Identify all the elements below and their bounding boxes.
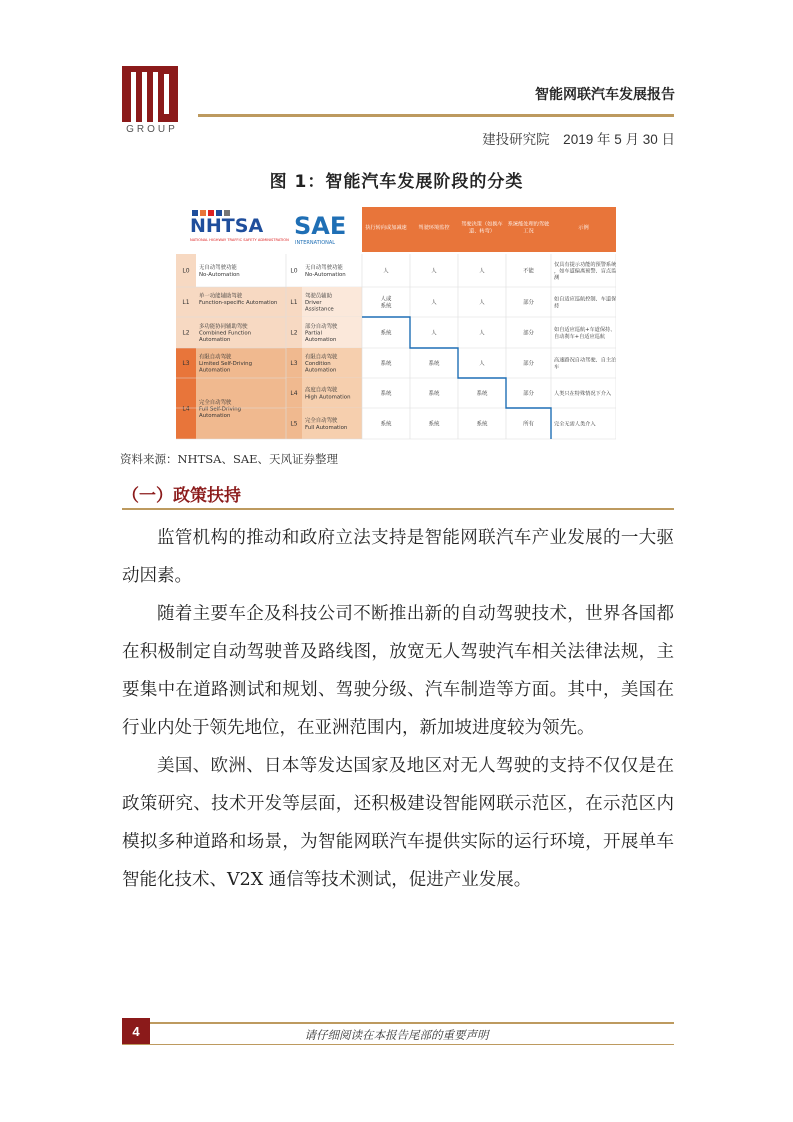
sae-level-text: 无自动驾驶功能 — [305, 265, 343, 272]
sae-level-text: High Automation — [305, 394, 351, 401]
level-cell: 人 — [479, 330, 485, 337]
level-cell: 部分 — [523, 300, 534, 306]
nhtsa-level-code: L1 — [182, 299, 190, 306]
nhtsa-level-text: Limited Self-Driving — [199, 361, 252, 367]
sae-level-text: 有限自动驾驶 — [305, 354, 338, 361]
sae-logo-text: SAE — [294, 212, 347, 240]
column-header: 驾驶决策（如换车 — [461, 221, 503, 228]
figure-title: 图 1：智能汽车发展阶段的分类 — [269, 172, 524, 192]
column-header: 系统能处理的驾驶 — [507, 221, 550, 228]
header-org-date: 建投研究院 2019 年 5 月 30 日 — [482, 132, 675, 147]
nhtsa-level-text: 单一功能辅助驾驶 — [199, 293, 243, 300]
sae-level-text: Automation — [305, 337, 337, 344]
nhtsa-level-code: L0 — [182, 267, 190, 275]
paragraph-1: 监管机构的推动和政府立法支持是智能网联汽车产业发展的一大驱动因素。 — [122, 528, 674, 586]
level-cell: 人或 — [380, 296, 392, 303]
level-example: ，如车道偏离预警、盲点监 — [554, 268, 616, 275]
sae-level-text: Driver — [305, 300, 322, 306]
automation-levels-table — [176, 205, 616, 440]
level-cell: 所有 — [523, 421, 534, 428]
sae-level-code: L5 — [290, 420, 298, 428]
sae-level-text: 高度自动驾驶 — [305, 387, 338, 394]
report-title: 智能网联汽车发展报告 — [535, 86, 675, 102]
sae-level-text: 完全自动驾驶 — [305, 418, 338, 425]
sae-level-text: Assistance — [305, 306, 334, 313]
column-header: 道、转弯） — [469, 228, 495, 235]
sae-level-text: Condition — [305, 361, 331, 367]
level-example: 仅具有提示功能的预警系统 — [554, 261, 616, 268]
level-cell: 人 — [431, 300, 437, 306]
sae-level-text: 部分自动驾驶 — [305, 323, 338, 330]
nhtsa-level-l0 — [176, 254, 286, 287]
nhtsa-level-text: Automation — [199, 367, 231, 374]
level-cell: 系统 — [476, 421, 488, 428]
level-example: 人类只在特殊情况下介入 — [554, 391, 612, 397]
figure-source: 资料来源：NHTSA、SAE、天风证券整理 — [120, 452, 339, 466]
footer-notice: 请仔细阅读在本报告尾部的重要声明 — [304, 1028, 489, 1042]
level-cell: 系统 — [380, 421, 392, 428]
level-example: 完全无需人类介入 — [554, 421, 596, 428]
sae-level-code: L4 — [290, 390, 298, 397]
nhtsa-level-l2 — [176, 317, 286, 348]
nhtsa-level-text: Automation — [199, 413, 231, 420]
sae-level-text: 驾驶员辅助 — [305, 293, 332, 300]
nhtsa-logo-text: NHTSA — [190, 215, 264, 237]
level-cell: 不能 — [523, 268, 534, 275]
sae-level-text: No-Automation — [305, 271, 346, 278]
level-example: 测 — [554, 275, 560, 282]
level-example: 如自适应巡航+车道保持、 — [554, 327, 616, 334]
level-cell: 人 — [479, 361, 485, 367]
level-example: 车 — [554, 364, 560, 371]
level-cell: 部分 — [523, 361, 534, 367]
nhtsa-level-code: L3 — [182, 360, 190, 367]
sae-level-code: L3 — [290, 360, 298, 367]
level-example: 高速路况自动驾驶、自主泊 — [554, 357, 616, 364]
level-cell: 系统 — [428, 391, 440, 397]
column-header: 执行转向或加减速 — [365, 225, 407, 231]
page-number: 4 — [122, 1018, 150, 1044]
level-example: 如自适应巡航控制、车道保 — [554, 296, 616, 303]
sae-level-text: Full Automation — [305, 424, 348, 431]
sae-level-code: L0 — [290, 267, 298, 275]
nhtsa-level-text: Function-specific Automation — [199, 300, 278, 306]
nhtsa-level-text: 无自动驾驶功能 — [199, 265, 237, 272]
sae-logo-sub: INTERNATIONAL — [295, 240, 336, 246]
sae-level-code: L2 — [290, 329, 298, 337]
level-cell: 人 — [479, 268, 485, 275]
section-rule — [122, 508, 674, 510]
level-cell: 系统 — [380, 361, 392, 367]
nhtsa-level-text: Full Self-Driving — [199, 406, 242, 413]
level-cell: 部分 — [523, 330, 534, 337]
nhtsa-level-text: 多功能协同辅助驾驶 — [199, 323, 248, 330]
level-cell: 人 — [479, 300, 485, 306]
level-cell: 系统 — [380, 330, 392, 337]
column-header: 示例 — [578, 225, 589, 231]
level-cell: 人 — [431, 268, 437, 275]
level-cell: 人 — [383, 268, 389, 275]
sae-level-text: Partial — [305, 330, 322, 337]
nhtsa-level-text: Combined Function — [199, 330, 252, 337]
level-cell: 人 — [431, 330, 437, 337]
nhtsa-level-l4 — [176, 378, 286, 439]
level-cell: 系统 — [380, 391, 392, 397]
nhtsa-level-text: 有限自动驾驶 — [199, 354, 232, 361]
nhtsa-level-l1 — [176, 287, 286, 317]
footer-rule-bottom — [122, 1044, 674, 1045]
section-body — [122, 519, 674, 899]
company-logo — [122, 66, 178, 122]
logo-group-text: GROUP — [126, 124, 178, 135]
column-header: 驾驶环境监控 — [418, 225, 450, 231]
level-cell: 系统 — [428, 361, 440, 367]
level-cell: 系统 — [428, 421, 440, 428]
nhtsa-level-l3 — [176, 348, 286, 378]
level-cell: 系统 — [380, 303, 392, 310]
section-title: （一）政策扶持 — [122, 486, 241, 506]
nhtsa-level-code: L2 — [182, 329, 190, 337]
nhtsa-level-code: L4 — [182, 405, 190, 413]
nhtsa-level-text: No-Automation — [199, 271, 240, 278]
sae-level-code: L1 — [290, 299, 298, 306]
sae-level-text: Automation — [305, 367, 337, 374]
nhtsa-level-text: Automation — [199, 337, 231, 344]
level-cell: 系统 — [476, 391, 488, 397]
level-cell: 部分 — [523, 391, 534, 397]
level-example: 持 — [554, 303, 560, 310]
level-example: 自动刹车+自适应巡航 — [554, 333, 606, 340]
paragraph-3: 美国、欧洲、日本等发达国家及地区对无人驾驶的支持不仅仅是在政策研究、技术开发等层面，还积极建设智能网联示范区，在示范区内模拟多种道路和场景，为智能网联汽车提供实际的运行环境，开展单车智能化技术、V2X 通信等技术测试，促进产业发展。 — [122, 756, 674, 890]
column-header: 工况 — [523, 228, 534, 235]
paragraph-2: 随着主要车企及科技公司不断推出新的自动驾驶技术，世界各国都在积极制定自动驾驶普及路线图，放宽无人驾驶汽车相关法律法规，主要集中在道路测试和规划、驾驶分级、汽车制造等方面。其中，美国在行业内处于领先地位，在亚洲范围内，新加坡进度较为领先。 — [122, 604, 674, 738]
footer-rule — [150, 1022, 674, 1024]
nhtsa-logo-sub: NATIONAL HIGHWAY TRAFFIC SAFETY ADMINISTRATION — [190, 238, 289, 242]
header-rule — [198, 114, 674, 117]
nhtsa-level-text: 完全自动驾驶 — [199, 399, 232, 406]
